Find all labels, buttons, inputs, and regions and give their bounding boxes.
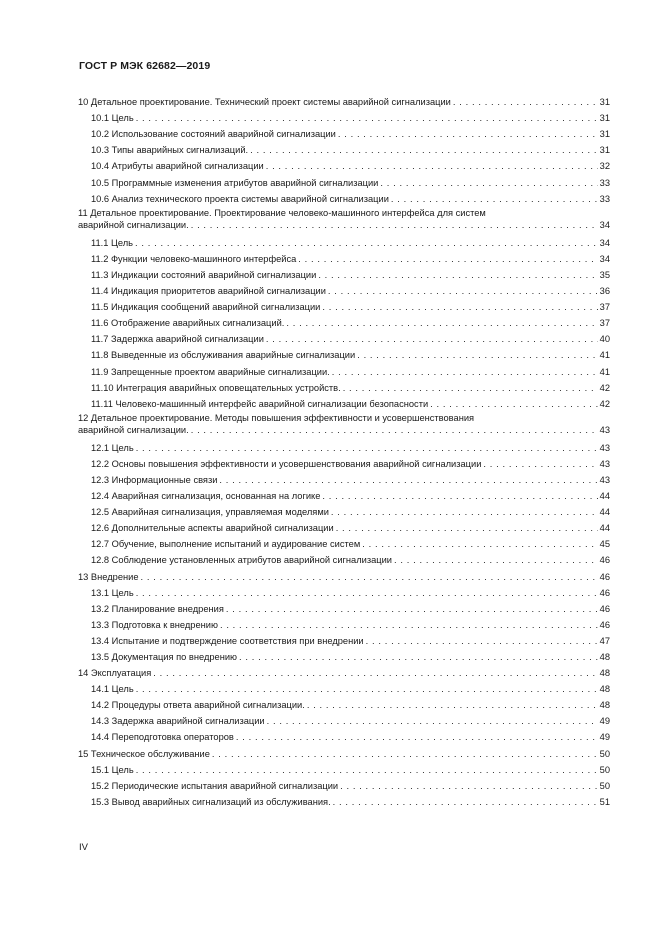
page-number: IV <box>79 842 88 853</box>
toc-entry[interactable] <box>78 124 610 140</box>
toc-leader-dots <box>322 301 597 313</box>
toc-entry-title-continued: аварийной сигнализации. <box>78 219 189 230</box>
toc-entry-page: 36 <box>599 286 610 297</box>
toc-entry-title: 10.4 Атрибуты аварийной сигнализации <box>91 161 264 172</box>
toc-entry-page: 43 <box>599 458 610 469</box>
toc-entry-title: 11.6 Отображение аварийных сигнализаций. <box>91 318 285 329</box>
toc-entry-title: 13.5 Документация по внедрению <box>91 652 238 662</box>
toc-entry[interactable] <box>78 792 610 808</box>
toc-entry[interactable] <box>78 518 610 534</box>
toc-leader-dots <box>340 780 598 792</box>
toc-leader-dots <box>267 715 598 727</box>
toc-leader-dots <box>141 571 598 583</box>
toc-entry[interactable] <box>78 760 610 776</box>
toc-entry[interactable] <box>78 599 610 615</box>
toc-entry-title: 14.2 Процедуры ответа аварийной сигнализации. <box>91 700 305 711</box>
toc-entry-title: 12.8 Соблюдение установленных атрибутов аварийной сигнализации <box>91 555 392 566</box>
toc-leader-dots <box>307 699 598 711</box>
toc-entry-title: 10.5 Программные изменения атрибутов аварийной сигнализации <box>91 177 379 188</box>
toc-entry[interactable] <box>78 486 610 502</box>
toc-entry[interactable] <box>78 695 610 711</box>
toc-entry-page: 43 <box>599 474 610 485</box>
toc-entry-page: 34 <box>599 253 610 264</box>
toc-leader-dots <box>191 219 598 231</box>
toc-entry[interactable] <box>78 566 610 582</box>
toc-entry-page: 42 <box>599 382 610 393</box>
toc-entry-page: 47 <box>599 635 610 646</box>
toc-entry[interactable] <box>78 108 610 124</box>
toc-entry-page: 46 <box>599 555 610 566</box>
toc-leader-dots <box>266 160 598 172</box>
toc-entry[interactable] <box>78 205 610 231</box>
toc-entry-title: 14.4 Переподготовка операторов <box>91 732 234 743</box>
toc-entry-title: 11.2 Функции человеко-машинного интерфейса <box>91 253 297 264</box>
toc-leader-dots <box>338 128 598 140</box>
toc-entry-title: 11.3 Индикации состояний аварийной сигнализации <box>91 269 317 280</box>
toc-entry[interactable] <box>78 534 610 550</box>
toc-leader-dots <box>136 587 598 599</box>
toc-entry-page: 46 <box>599 619 610 630</box>
toc-entry[interactable] <box>78 410 610 436</box>
toc-entry-title: 12.7 Обучение, выполнение испытаний и аудирование систем <box>91 539 361 550</box>
toc-entry-title: 11.10 Интеграция аварийных оповещательных устройств. <box>91 382 341 393</box>
toc-entry-page: 44 <box>599 491 610 502</box>
toc-entry-title: 12.1 Цель <box>91 442 134 453</box>
toc-entry-page: 31 <box>599 113 610 124</box>
toc-entry[interactable] <box>78 189 610 205</box>
toc-entry-continuation <box>78 219 610 231</box>
toc-entry[interactable] <box>78 679 610 695</box>
toc-entry-title: 11.4 Индикация приоритетов аварийной сигнализации <box>91 286 326 297</box>
toc-leader-dots <box>430 398 598 410</box>
toc-entry-title: 10 Детальное проектирование. Технический проект системы аварийной сигнализации <box>78 97 451 108</box>
toc-entry-title: 11 Детальное проектирование. Проектирование человеко-машинного интерфейса для систем <box>78 207 486 218</box>
toc-leader-dots <box>394 554 598 566</box>
toc-entry[interactable] <box>78 663 610 679</box>
toc-entry-page: 48 <box>599 668 610 679</box>
toc-entry-page: 43 <box>599 442 610 453</box>
toc-entry-page: 33 <box>599 193 610 204</box>
toc-leader-dots <box>136 764 598 776</box>
toc-leader-dots <box>318 269 597 281</box>
toc-entry[interactable] <box>78 502 610 518</box>
toc-entry[interactable] <box>78 233 610 249</box>
toc-leader-dots <box>331 506 598 518</box>
toc-entry[interactable] <box>78 92 610 108</box>
toc-leader-dots <box>239 651 598 663</box>
toc-entry-title: 11.11 Человеко-машинный интерфейс аварийной сигнализации безопасности <box>91 398 429 409</box>
toc-entry-page: 44 <box>599 507 610 518</box>
toc-entry[interactable] <box>78 140 610 156</box>
toc-leader-dots <box>236 731 598 743</box>
toc-entry-page: 34 <box>599 219 610 230</box>
toc-entry-page: 37 <box>599 318 610 329</box>
toc-entry[interactable] <box>78 394 610 410</box>
toc-entry-title: 14.1 Цель <box>91 684 134 695</box>
toc-leader-dots <box>336 522 598 534</box>
toc-leader-dots <box>153 667 597 679</box>
toc-entry[interactable] <box>78 647 610 663</box>
toc-entry-title: 11.5 Индикация сообщений аварийной сигнализации <box>91 302 321 313</box>
toc-entry-title: 12 Детальное проектирование. Методы повышения эффективности и усовершенствования <box>78 412 475 423</box>
toc-entry-title: 13.4 Испытание и подтверждение соответствия при внедрении <box>91 635 364 646</box>
toc-entry-page: 41 <box>599 350 610 361</box>
toc-entry-title: 13.1 Цель <box>91 587 134 598</box>
toc-entry-page: 37 <box>599 302 610 313</box>
toc-entry[interactable] <box>78 743 610 759</box>
toc-entry[interactable] <box>78 156 610 172</box>
toc-entry-page: 31 <box>599 97 610 108</box>
toc-entry-title: 10.2 Использование состояний аварийной сигнализации <box>91 129 336 140</box>
toc-entry-page: 48 <box>599 700 610 711</box>
toc-leader-dots <box>136 683 598 695</box>
toc-leader-dots <box>136 442 598 454</box>
toc-entry-title: 10.1 Цель <box>91 113 134 124</box>
toc-entry-page: 50 <box>599 764 610 775</box>
toc-entry[interactable] <box>78 313 610 329</box>
toc-entry-page: 49 <box>599 732 610 743</box>
toc-entry-page: 49 <box>599 716 610 727</box>
toc-entry-page: 31 <box>599 145 610 156</box>
toc-entry-page: 34 <box>599 237 610 248</box>
toc-leader-dots <box>380 177 597 189</box>
toc-entry-title: 13.2 Планирование внедрения <box>91 603 224 614</box>
toc-entry-page: 44 <box>599 523 610 534</box>
toc-entry-page: 46 <box>599 587 610 598</box>
toc-entry-title: 14.3 Задержка аварийной сигнализации <box>91 716 265 727</box>
toc-entry-page: 31 <box>599 129 610 140</box>
toc-entry-continuation <box>78 424 610 436</box>
toc-entry-page: 32 <box>599 161 610 172</box>
toc-entry[interactable] <box>78 297 610 313</box>
toc-leader-dots <box>322 490 597 502</box>
toc-entry-title: 11.9 Запрещенные проектом аварийные сигнализации. <box>91 366 330 377</box>
toc-entry-title: 12.5 Аварийная сигнализация, управляемая моделями <box>91 507 329 518</box>
toc-entry-title: 10.3 Типы аварийных сигнализаций. <box>91 145 249 156</box>
toc-entry-page: 46 <box>599 603 610 614</box>
toc-entry[interactable] <box>78 329 610 345</box>
toc-entry-title: 11.8 Выведенные из обслуживания аварийные сигнализации <box>91 350 356 361</box>
toc-leader-dots <box>136 112 598 124</box>
toc-leader-dots <box>357 349 597 361</box>
toc-leader-dots <box>286 317 597 329</box>
toc-entry-title: 12.3 Информационные связи <box>91 474 218 485</box>
toc-entry[interactable] <box>78 265 610 281</box>
toc-entry[interactable] <box>78 249 610 265</box>
toc-entry[interactable] <box>78 727 610 743</box>
toc-leader-dots <box>135 237 598 249</box>
toc-entry[interactable] <box>78 711 610 727</box>
toc-entry[interactable] <box>78 454 610 470</box>
toc-leader-dots <box>483 458 597 470</box>
toc-entry-title: 13.3 Подготовка к внедрению <box>91 619 218 630</box>
toc-leader-dots <box>328 285 598 297</box>
toc-entry-title: 15.3 Вывод аварийных сигнализаций из обслуживания. <box>91 796 331 807</box>
toc-entry-title: 11.7 Задержка аварийной сигнализации <box>91 334 264 345</box>
toc-leader-dots <box>191 424 598 436</box>
toc-entry-title: 12.4 Аварийная сигнализация, основанная на логике <box>91 491 321 502</box>
table-of-contents <box>78 92 610 808</box>
toc-entry-page: 50 <box>599 748 610 759</box>
toc-entry-page: 40 <box>599 334 610 345</box>
toc-leader-dots <box>266 333 598 345</box>
toc-entry-page: 42 <box>599 398 610 409</box>
toc-entry[interactable] <box>78 345 610 361</box>
toc-leader-dots <box>298 253 597 265</box>
toc-entry-page: 51 <box>599 796 610 807</box>
toc-entry[interactable] <box>78 470 610 486</box>
toc-entry-page: 46 <box>599 571 610 582</box>
toc-entry-title: 10.6 Анализ технического проекта системы аварийной сигнализации <box>91 193 389 204</box>
toc-entry-page: 35 <box>599 269 610 280</box>
toc-leader-dots <box>226 603 598 615</box>
toc-leader-dots <box>332 366 598 378</box>
toc-leader-dots <box>362 538 597 550</box>
toc-leader-dots <box>220 619 598 631</box>
toc-entry-title-continued: аварийной сигнализации. <box>78 424 189 435</box>
toc-leader-dots <box>366 635 598 647</box>
toc-entry-title: 15.2 Периодические испытания аварийной сигнализации <box>91 780 339 791</box>
toc-leader-dots <box>250 144 598 156</box>
toc-entry-title: 15.1 Цель <box>91 764 134 775</box>
toc-entry-title: 12.2 Основы повышения эффективности и усовершенствования аварийной сигнализации <box>91 458 482 469</box>
toc-leader-dots <box>333 796 598 808</box>
toc-leader-dots <box>391 193 598 205</box>
toc-entry-page: 41 <box>599 366 610 377</box>
toc-entry-title: 14 Эксплуатация <box>78 668 152 679</box>
toc-leader-dots <box>343 382 598 394</box>
toc-leader-dots <box>219 474 597 486</box>
toc-entry[interactable] <box>78 550 610 566</box>
toc-entry[interactable] <box>78 631 610 647</box>
toc-entry-page: 48 <box>599 652 610 662</box>
document-header: ГОСТ Р МЭК 62682—2019 <box>79 60 211 72</box>
toc-entry-page: 43 <box>599 424 610 435</box>
toc-entry-page: 45 <box>599 539 610 550</box>
toc-entry[interactable] <box>78 583 610 599</box>
toc-entry[interactable] <box>78 776 610 792</box>
toc-entry-page: 33 <box>599 177 610 188</box>
toc-entry-page: 48 <box>599 684 610 695</box>
toc-entry-title: 15 Техническое обслуживание <box>78 748 210 759</box>
toc-entry-title: 13 Внедрение <box>78 571 139 582</box>
toc-entry[interactable] <box>78 615 610 631</box>
toc-entry[interactable] <box>78 361 610 377</box>
toc-entry-title: 12.6 Дополнительные аспекты аварийной сигнализации <box>91 523 334 534</box>
toc-leader-dots <box>212 748 598 760</box>
toc-leader-dots <box>453 96 598 108</box>
toc-entry[interactable] <box>78 172 610 188</box>
toc-entry[interactable] <box>78 438 610 454</box>
toc-entry[interactable] <box>78 281 610 297</box>
toc-entry[interactable] <box>78 378 610 394</box>
toc-entry-page: 50 <box>599 780 610 791</box>
toc-entry-title: 11.1 Цель <box>91 237 133 248</box>
